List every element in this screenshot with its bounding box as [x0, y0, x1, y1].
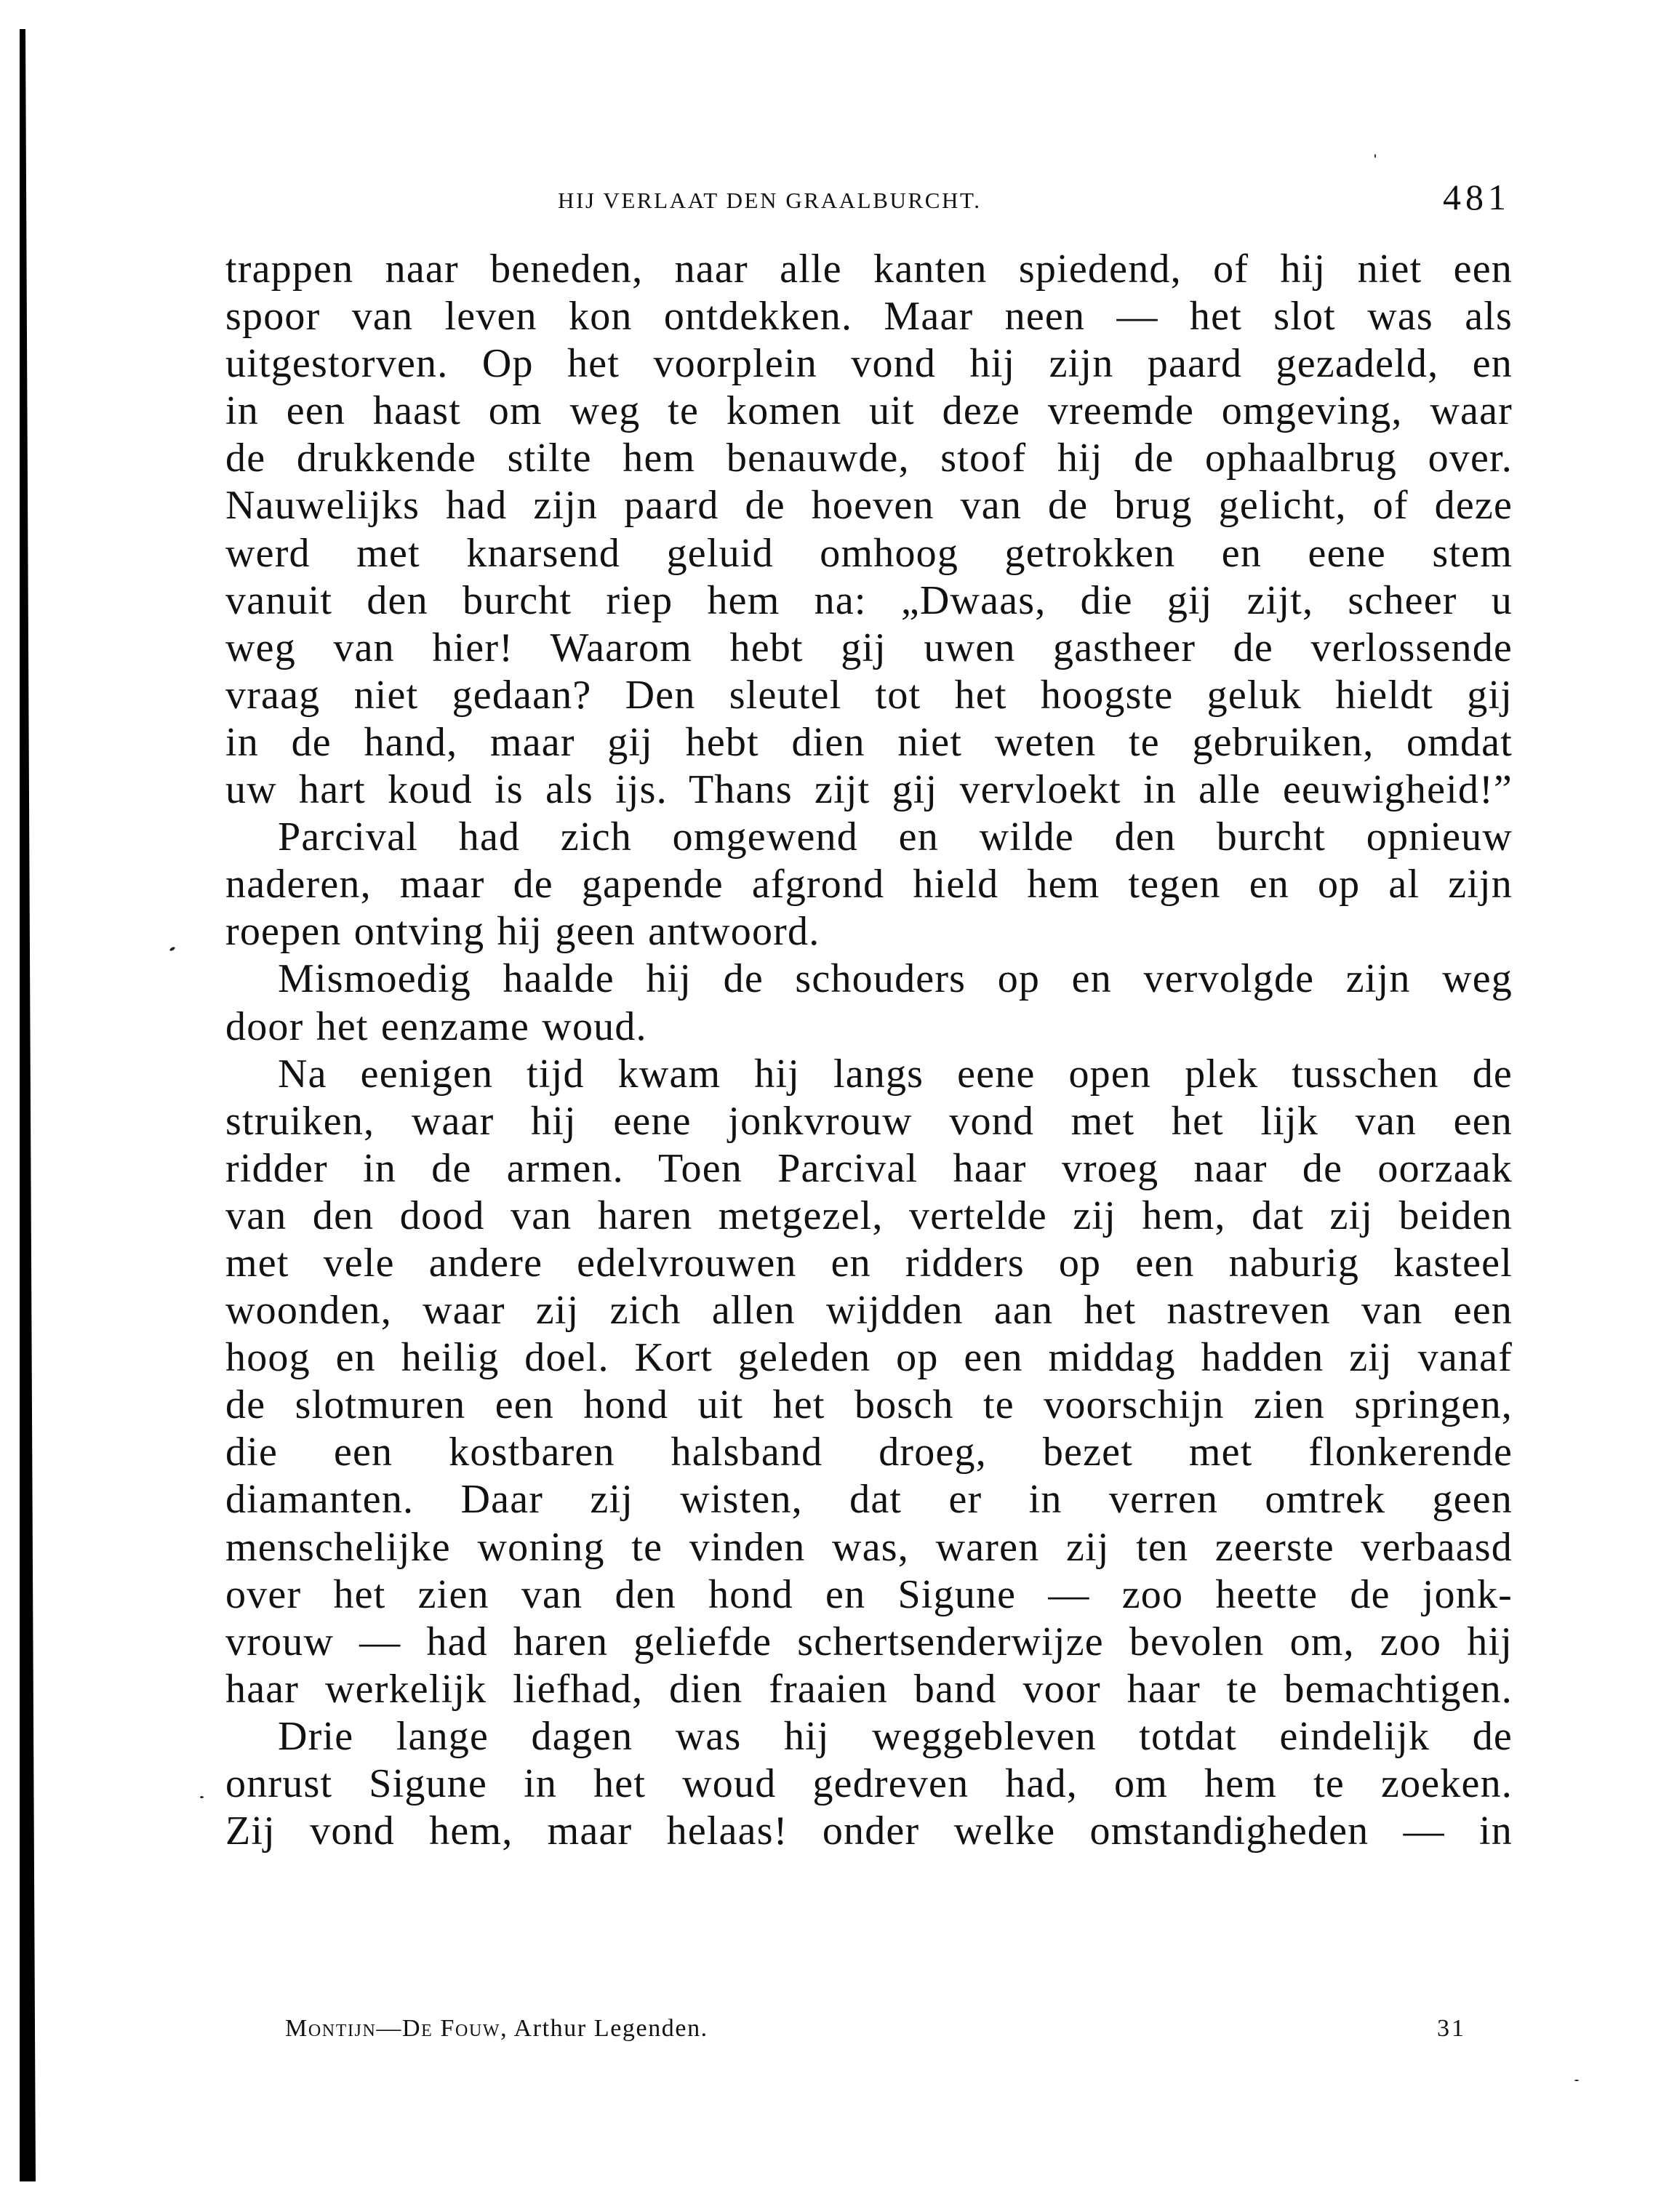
- text-line: hoog en heilig doel. Kort geleden op een middag hadden zij vanaf: [225, 1335, 1513, 1381]
- scan-speck: [1374, 154, 1376, 158]
- paragraph: [225, 814, 1513, 955]
- paragraph: [225, 1713, 1513, 1855]
- paragraph: [225, 1051, 1513, 1713]
- text-line: diamanten. Daar zij wisten, dat er in verren omtrek geen: [225, 1477, 1513, 1523]
- text-line: Nauwelijks had zijn paard de hoeven van de brug gelicht, of deze: [225, 483, 1513, 529]
- text-line: uw hart koud is als ijs. Thans zijt gij vervloekt in alle eeuwigheid!”: [225, 767, 1513, 813]
- running-head: [558, 177, 1510, 217]
- text-line: Na eenigen tijd kwam hij langs eene open plek tusschen de: [278, 1051, 1513, 1097]
- text-line: de slotmuren een hond uit het bosch te voorschijn zien springen,: [225, 1382, 1513, 1428]
- scan-speck: [1574, 2080, 1579, 2081]
- text-line: spoor van leven kon ontdekken. Maar neen — het slot was als: [225, 294, 1513, 340]
- text-line: Parcival had zich omgewend en wilde den burcht opnieuw: [278, 814, 1513, 860]
- scan-speck: [200, 1796, 204, 1798]
- text-line: in een haast om weg te komen uit deze vreemde omgeving, waar: [225, 388, 1513, 434]
- text-line: ridder in de armen. Toen Parcival haar vroeg naar de oorzaak: [225, 1145, 1513, 1191]
- source-citation: [285, 2014, 708, 2043]
- body-text: [225, 246, 1513, 1855]
- text-line: vanuit den burcht riep hem na: „Dwaas, die gij zijt, scheer u: [225, 577, 1513, 623]
- page-number: 481: [1443, 177, 1510, 217]
- text-line: woonden, waar zij zich allen wijdden aan het nastreven van een: [225, 1288, 1513, 1334]
- text-line: onrust Sigune in het woud gedreven had, om hem te zoeken.: [225, 1761, 1513, 1806]
- text-line: uitgestorven. Op het voorplein vond hij zijn paard gezadeld, en: [225, 341, 1513, 387]
- text-line: Mismoedig haalde hij de schouders op en vervolgde zijn weg: [278, 956, 1513, 1002]
- text-line: de drukkende stilte hem benauwde, stoof hij de ophaalbrug over.: [225, 436, 1513, 481]
- scan-speck: [169, 946, 176, 951]
- text-line: naderen, maar de gapende afgrond hield hem tegen en op al zijn: [225, 862, 1513, 907]
- text-line: Zij vond hem, maar helaas! onder welke omstandigheden — in: [225, 1808, 1513, 1854]
- running-foot: [285, 2014, 1514, 2043]
- text-line: in de hand, maar gij hebt dien niet weten te gebruiken, omdat: [225, 719, 1513, 765]
- chapter-title: HIJ VERLAAT DEN GRAALBURCHT.: [558, 188, 982, 213]
- book-title: , Arthur Legenden.: [500, 2015, 708, 2042]
- text-line: werd met knarsend geluid omhoog getrokken en eene stem: [225, 530, 1513, 576]
- author-name: Montijn—De Fouw: [285, 2015, 501, 2042]
- paragraph: [225, 955, 1513, 1050]
- text-line: weg van hier! Waarom hebt gij uwen gastheer de verlossende: [225, 625, 1513, 670]
- text-line: die een kostbaren halsband droeg, bezet met flonkerende: [225, 1430, 1513, 1475]
- paragraph: [225, 246, 1513, 814]
- text-line: roepen ontving hij geen antwoord.: [225, 909, 820, 955]
- text-line: over het zien van den hond en Sigune — zoo heette de jonk-: [225, 1571, 1513, 1617]
- text-line: vrouw — had haren geliefde schertsenderwijze bevolen om, zoo hij: [225, 1619, 1513, 1664]
- text-line: met vele andere edelvrouwen en ridders op een naburig kasteel: [225, 1240, 1513, 1286]
- text-line: haar werkelijk liefhad, dien fraaien band voor haar te bemachtigen.: [225, 1666, 1513, 1712]
- text-line: door het eenzame woud.: [225, 1003, 647, 1049]
- text-line: Drie lange dagen was hij weggebleven totdat eindelijk de: [278, 1713, 1513, 1759]
- text-line: vraag niet gedaan? Den sleutel tot het hoogste geluk hieldt gij: [225, 672, 1513, 718]
- text-line: van den dood van haren metgezel, vertelde zij hem, dat zij beiden: [225, 1193, 1513, 1238]
- text-line: menschelijke woning te vinden was, waren zij ten zeerste verbaasd: [225, 1524, 1513, 1570]
- text-line: trappen naar beneden, naar alle kanten spiedend, of hij niet een: [225, 247, 1513, 292]
- printer-signature-mark: 31: [1437, 2015, 1466, 2042]
- text-line: struiken, waar hij eene jonkvrouw vond met het lijk van een: [225, 1098, 1513, 1144]
